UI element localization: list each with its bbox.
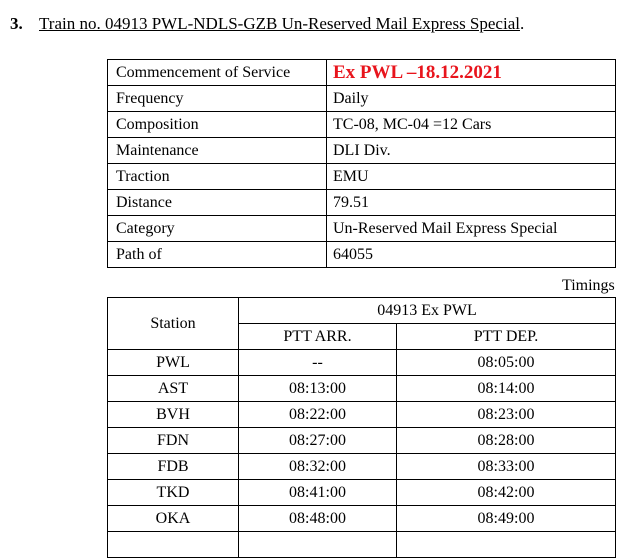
section-heading: 3. Train no. 04913 PWL-NDLS-GZB Un-Reserved Mail Express Special. <box>10 14 525 33</box>
arrival-cell: -- <box>239 350 397 376</box>
info-value: Un-Reserved Mail Express Special <box>327 216 616 242</box>
info-label: Distance <box>108 190 327 216</box>
info-value: EMU <box>327 164 616 190</box>
station-cell: BVH <box>108 402 239 428</box>
info-label: Category <box>108 216 327 242</box>
info-label: Maintenance <box>108 138 327 164</box>
timings-row <box>108 376 616 402</box>
info-label: Commencement of Service <box>108 60 327 86</box>
departure-cell: 08:05:00 <box>397 350 616 376</box>
train-number-header: 04913 Ex PWL <box>239 298 616 324</box>
info-value: TC-08, MC-04 =12 Cars <box>327 112 616 138</box>
info-row <box>108 86 616 112</box>
station-cell: FDB <box>108 454 239 480</box>
departure-cell: 08:33:00 <box>397 454 616 480</box>
arrival-cell: 08:41:00 <box>239 480 397 506</box>
departure-cell: 08:42:00 <box>397 480 616 506</box>
timings-header-row <box>108 298 616 324</box>
timings-row <box>108 480 616 506</box>
train-info-table <box>107 59 616 268</box>
info-row <box>108 216 616 242</box>
departure-cell: 08:14:00 <box>397 376 616 402</box>
timings-row <box>108 506 616 532</box>
departure-cell: 08:49:00 <box>397 506 616 532</box>
info-value: 79.51 <box>327 190 616 216</box>
info-label: Traction <box>108 164 327 190</box>
station-cell: FDN <box>108 428 239 454</box>
arrival-cell: 08:13:00 <box>239 376 397 402</box>
timings-row-empty <box>108 532 616 558</box>
arrival-cell: 08:32:00 <box>239 454 397 480</box>
arrival-header: PTT ARR. <box>239 324 397 350</box>
timings-table <box>107 297 616 558</box>
timings-row <box>108 350 616 376</box>
timings-row <box>108 402 616 428</box>
info-row <box>108 190 616 216</box>
station-cell: PWL <box>108 350 239 376</box>
station-cell: OKA <box>108 506 239 532</box>
station-cell: TKD <box>108 480 239 506</box>
arrival-cell: 08:48:00 <box>239 506 397 532</box>
empty-cell <box>239 532 397 558</box>
commencement-value: Ex PWL –18.12.2021 <box>327 60 616 86</box>
info-row <box>108 60 616 86</box>
info-value: DLI Div. <box>327 138 616 164</box>
info-label: Frequency <box>108 86 327 112</box>
departure-header: PTT DEP. <box>397 324 616 350</box>
timings-row <box>108 428 616 454</box>
info-value: Daily <box>327 86 616 112</box>
empty-cell <box>108 532 239 558</box>
station-cell: AST <box>108 376 239 402</box>
info-value: 64055 <box>327 242 616 268</box>
arrival-cell: 08:27:00 <box>239 428 397 454</box>
empty-cell <box>397 532 616 558</box>
station-header: Station <box>108 298 239 350</box>
timings-label: Timings <box>562 277 615 294</box>
info-label: Composition <box>108 112 327 138</box>
info-label: Path of <box>108 242 327 268</box>
departure-cell: 08:28:00 <box>397 428 616 454</box>
timings-row <box>108 454 616 480</box>
info-row <box>108 242 616 268</box>
train-title: Train no. 04913 PWL-NDLS-GZB Un-Reserved Mail Express Special <box>39 14 520 33</box>
section-number: 3. <box>10 14 23 33</box>
departure-cell: 08:23:00 <box>397 402 616 428</box>
info-row <box>108 112 616 138</box>
info-row <box>108 138 616 164</box>
info-row <box>108 164 616 190</box>
arrival-cell: 08:22:00 <box>239 402 397 428</box>
